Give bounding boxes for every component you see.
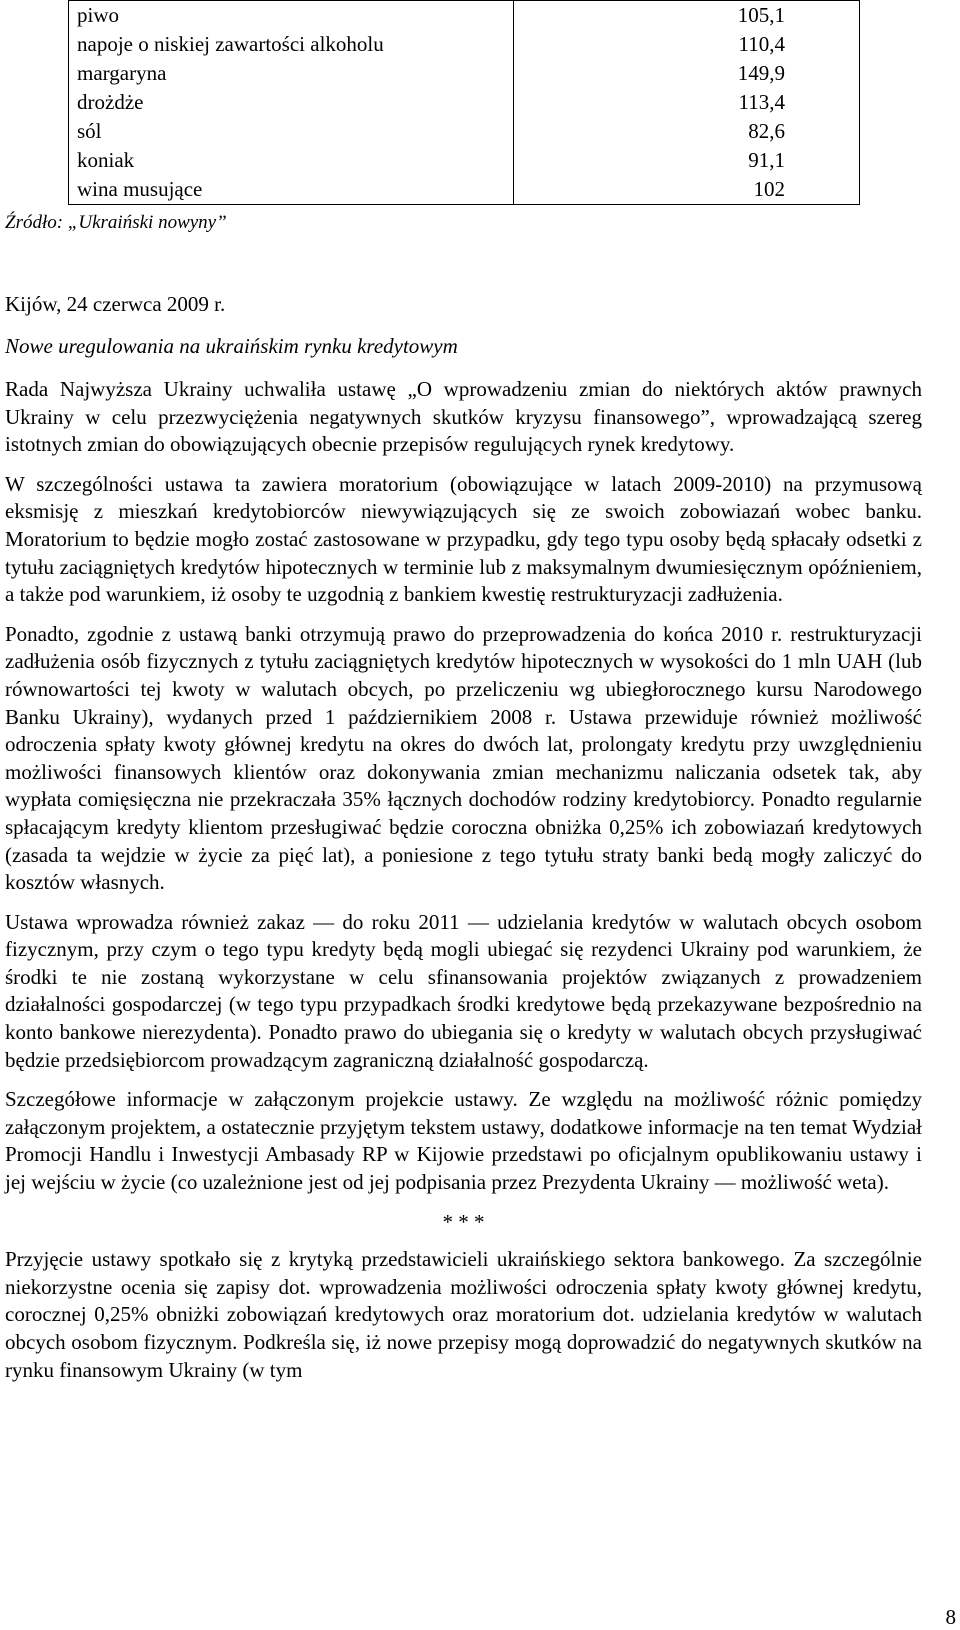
product-name: wina musujące xyxy=(69,175,514,205)
product-value: 110,4 xyxy=(514,30,860,59)
paragraph: Przyjęcie ustawy spotkało się z krytyką przedstawicieli ukraińskiego sektora bankowego. Za szczególnie niekorzystne ocenia się zapisy dot. wprowadzenia możliwości odroczenia spłaty kwoty głównej kredytu, corocznej 0,25% obniżki zobowiązań kredytowych oraz moratorium dot. udzielania kredytów w walutach obcych osobom fizycznym. Podkreśla się, iż nowe przepisy mogą doprowadzić do negatywnych skutków na rynku finansowym Ukrainy (w tym xyxy=(5,1247,922,1382)
table-row xyxy=(69,175,860,205)
product-name: sól xyxy=(69,117,514,146)
product-value: 102 xyxy=(514,175,860,205)
article-body xyxy=(5,376,922,1396)
table-row xyxy=(69,117,860,146)
product-name: margaryna xyxy=(69,59,514,88)
paragraph: Szczegółowe informacje w załączonym projekcie ustawy. Ze względu na możliwość różnic pomiędzy załączonym projektem, a ostatecznie przyjętym tekstem ustawy, dodatkowe informacje na ten temat Wydział Promocji Handlu i Inwestycji Ambasady RP w Kijowie przedstawi po oficjalnym opublikowaniu ustawy i jej wejściu w życie (co uzależnione jest od jej podpisania przez Prezydenta Ukrainy — możliwość weta). xyxy=(5,1087,922,1195)
table-row xyxy=(69,146,860,175)
paragraph: W szczególności ustawa ta zawiera moratorium (obowiązujące w latach 2009-2010) na przymusową eksmisję z mieszkań kredytobiorców niewywiązujących się ze swoich zobowiazań wobec banku. Moratorium to będzie mogło zostać zastosowane w przypadku, gdy tego typu osoby będą spłacały odsetki z tytułu zaciągniętych kredytów hipotecznych w terminie lub z maksymalnym dwumiesięcznym opóźnieniem, a także pod warunkiem, iż osoby te uzgodnią z bankiem kwestię restrukturyzacji zadłużenia. xyxy=(5,471,922,607)
product-name: drożdże xyxy=(69,88,514,117)
page-number: 8 xyxy=(945,1605,956,1629)
table-source-note: Źródło: „Ukraiński nowyny” xyxy=(5,212,227,233)
paragraph: Rada Najwyższa Ukrainy uchwaliła ustawę „O wprowadzeniu zmian do niektórych aktów prawnych Ukrainy w celu przezwyciężenia negatywnych skutków kryzysu finansowego”, wprowadzającą szereg istotnych zmian do obowiązujących obecnie przepisów regulujących rynek kredytowy. xyxy=(5,377,922,457)
section-separator: * * * xyxy=(442,1209,485,1234)
table-row xyxy=(69,59,860,88)
paragraph: Ponadto, zgodnie z ustawą banki otrzymują prawo do przeprowadzenia do końca 2010 r. restrukturyzacji zadłużenia osób fizycznych z tytułu zaciągniętych kredytów hipotecznych w wysokości do 1 mln UAH (lub równowartości tej kwoty w walutach obcych, po przeliczeniu wg ubiegłorocznego kursu Narodowego Banku Ukrainy), wydanych przed 1 październikiem 2008 r. Ustawa przewiduje również możliwość odroczenia spłaty kwoty głównej kredytu na okres do dwóch lat, prolongaty kredytu przy uwzględnieniu możliwości finansowych klientów oraz dokonywania zmian mechanizmu naliczania odsetek tak, aby wypłata comięsięczna nie przekraczała 35% łącznych dochodów rodziny kredytobiorcy. Ponadto regularnie spłacającym kredyty klientom przesługiwać będzie coroczna obniżka 0,25% ich zobowiazań kredytowych (zasada ta wejdzie w życie za pięć lat), a poniesione z tego tytułu straty banki bedą mogły zaliczyć do kosztów własnych. xyxy=(5,621,922,895)
table-row xyxy=(69,88,860,117)
product-name: piwo xyxy=(69,1,514,31)
table-row xyxy=(69,1,860,31)
product-value: 149,9 xyxy=(514,59,860,88)
dateline: Kijów, 24 czerwca 2009 r. xyxy=(5,292,226,316)
product-value: 113,4 xyxy=(514,88,860,117)
article-subheading: Nowe uregulowania na ukraińskim rynku kredytowym xyxy=(5,334,458,358)
paragraph: Ustawa wprowadza również zakaz — do roku 2011 — udzielania kredytów w walutach obcych osobom fizycznym, przy czym o tego typu kredyty będą mogli ubiegać się rezydenci Ukrainy pod warunkiem, że środki te nie zostaną wykorzystane w celu sfinansowania projektów związanych z prowadzeniem działalności gospodarczej (w tego typu przypadkach środki kredytowe będą przekazywane bezpośrednio na konto bankowe nierezydenta). Ponadto prawo do ubiegania się o kredyty w walutach obcych przysługiwać będzie przedsiębiorcom prowadzącym zagraniczną działalność gospodarczą. xyxy=(5,909,922,1072)
product-value: 82,6 xyxy=(514,117,860,146)
product-name: napoje o niskiej zawartości alkoholu xyxy=(69,30,514,59)
price-index-table xyxy=(68,0,860,205)
table-row xyxy=(69,30,860,59)
product-value: 105,1 xyxy=(514,1,860,31)
product-value: 91,1 xyxy=(514,146,860,175)
product-name: koniak xyxy=(69,146,514,175)
